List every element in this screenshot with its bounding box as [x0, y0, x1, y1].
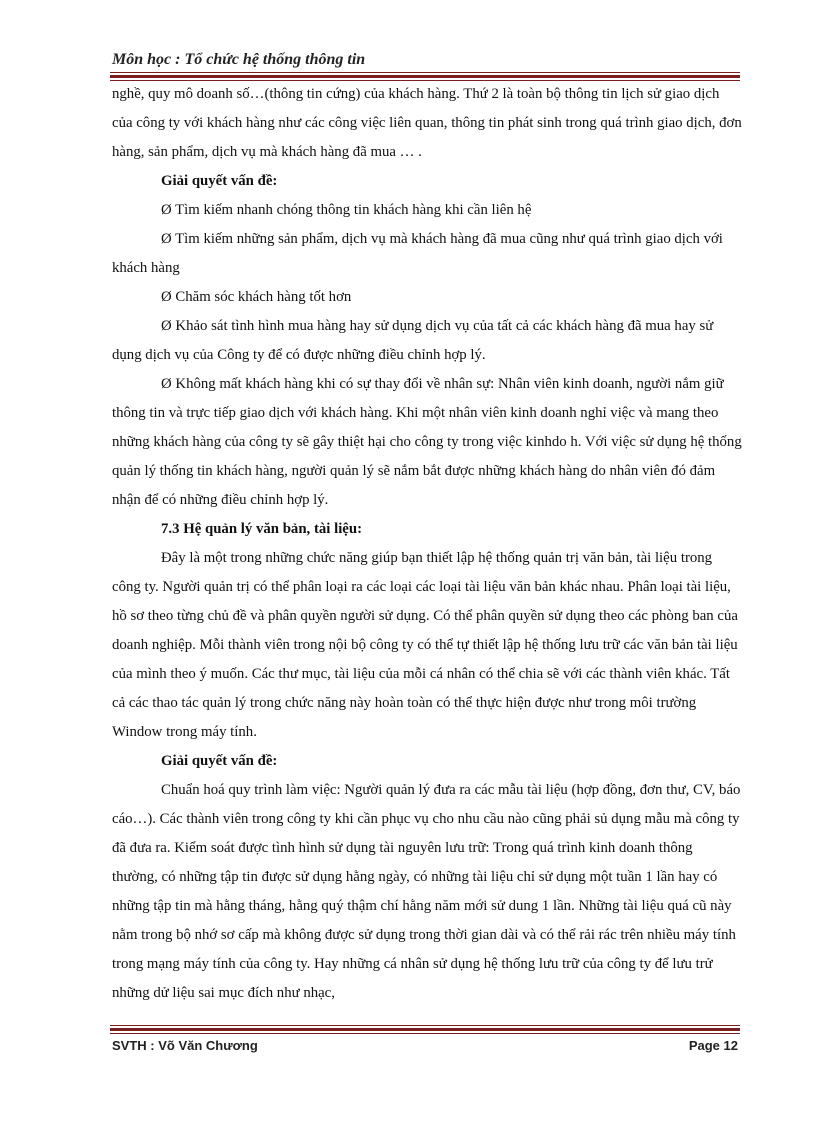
bullet-search-products: Ø Tìm kiếm những sản phẩm, dịch vụ mà khách hàng đã mua cũng như quá trình giao dịch với khách hàng — [112, 231, 723, 276]
paragraph-standardize-process: Chuẩn hoá quy trình làm việc: Người quản lý đưa ra các mẫu tài liệu (hợp đồng, đơn thư, CV, báo cáo…). Các thành viên trong công ty khi cần phục vụ cho nhu cầu nào cũng phải sủ dụng mẫu mà công ty đã đưa ra. Kiểm soát được tình hình sử dụng tài nguyên lưu trữ: Trong quá trình kinh doanh thông thường, có những tập tin được sử dụng hằng ngày, có những tài liệu chỉ sử dụng một tuần 1 lần hay có những tập tin mà hằng tháng, hằng quý thậm chí hằng năm mới sử dung 1 lần. Những tài liệu quá cũ này nằm trong bộ nhớ sơ cấp mà không được sử dụng trong thời gian dài và có thể rải rác trên nhiều máy tính trong mạng máy tính của công ty. Hay những cá nhân sử dụng hệ thống lưu trữ của công ty để lưu trử những dử liệu sai mục đích như nhạc, — [112, 782, 741, 1001]
page-header-title: Môn học : Tổ chức hệ thống thông tin — [112, 51, 366, 68]
heading-solution-1: Giải quyết vấn đề: — [161, 173, 278, 189]
bullet-staff-change: Ø Không mất khách hàng khi có sự thay đổi về nhân sự: Nhân viên kinh doanh, người nắm giữ thông tin và trực tiếp giao dịch với khách hàng. Khi một nhân viên kinh doanh nghỉ việc và mang theo những khách hàng của công ty sẽ gây thiệt hại cho công ty trong việc kinhdo h. Với việc sử dụng hệ thống quản lý thống tin khách hàng, người quản lý sẽ nắm bắt được những khách hàng do nhân viên đó đảm nhận để có những điều chỉnh hợp lý. — [112, 376, 742, 508]
bullet-survey: Ø Khảo sát tình hình mua hàng hay sử dụng dịch vụ của tất cả các khách hàng đã mua hay sử dụng dịch vụ của Công ty để có được những điều chỉnh hợp lý. — [112, 318, 714, 363]
footer-author: SVTH : Võ Văn Chương — [112, 1038, 258, 1053]
footer-rule — [110, 1025, 740, 1034]
paragraph-document-management: Đây là một trong những chức năng giúp bạn thiết lập hệ thống quản trị văn bản, tài liệu trong công ty. Người quản trị có thể phân loại ra các loại các loại tài liệu văn bản khác nhau. Phân loại tài liệu, hồ sơ theo từng chủ đề và phân quyền người sử dụng. Có thể phân quyền sử dụng theo các phòng ban của doanh nghiệp. Mỗi thành viên trong nội bộ công ty có thể tự thiết lập hệ thống lưu trữ các văn bản tài liệu của mình theo ý muốn. Các thư mục, tài liệu của mỗi cá nhân có thể chia sẽ với các thành viên khác. Tất cả các thao tác quản lý trong chức năng này hoàn toàn có thể thực hiện được như trong môi trường Window trong máy tính. — [112, 550, 738, 740]
heading-solution-2: Giải quyết vấn đề: — [161, 753, 278, 769]
heading-section-7-3: 7.3 Hệ quản lý văn bản, tài liệu: — [161, 521, 363, 537]
footer-page-number: Page 12 — [688, 1038, 738, 1053]
paragraph-customer-info: nghề, quy mô doanh số…(thông tin cứng) của khách hàng. Thứ 2 là toàn bộ thông tin lịch sử giao dịch của công ty với khách hàng như các công việc liên quan, thông tin phát sinh trong quá trình giao dịch, đơn hàng, sản phẩm, dịch vụ mà khách hàng đã mua … . — [112, 86, 742, 160]
bullet-search-customer: Ø Tìm kiếm nhanh chóng thông tin khách hàng khi cần liên hệ — [161, 202, 532, 218]
page-content — [112, 80, 742, 1008]
bullet-customer-care: Ø Chăm sóc khách hàng tốt hơn — [161, 289, 352, 305]
